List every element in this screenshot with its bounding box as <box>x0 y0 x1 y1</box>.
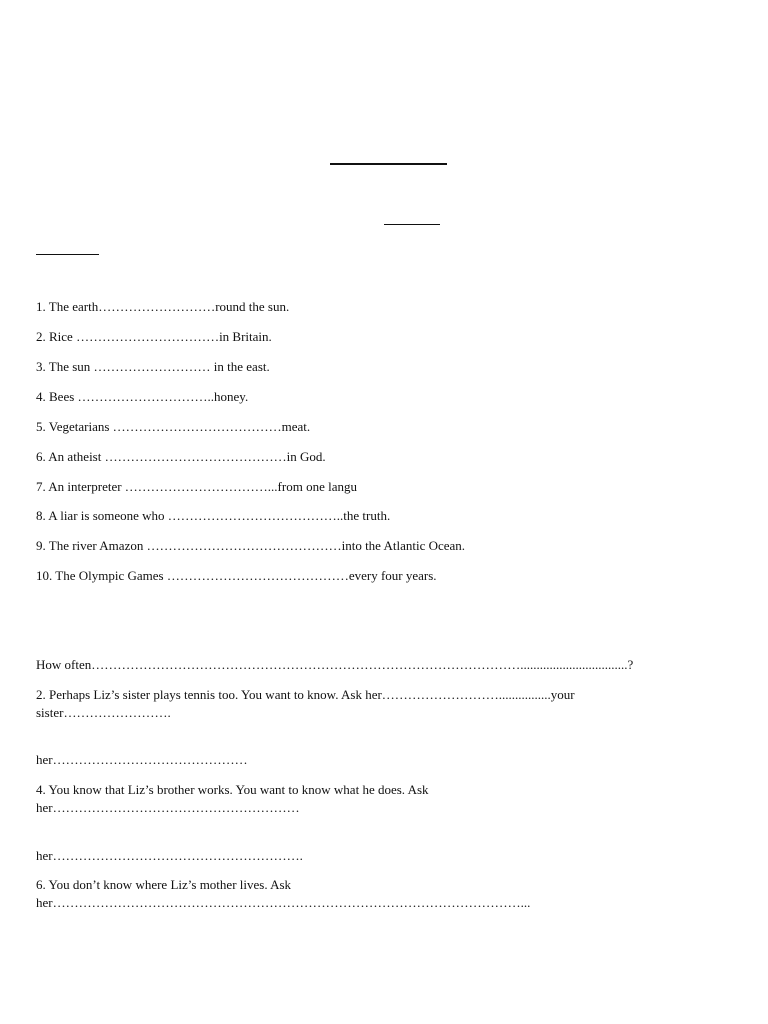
exercise-2-item-6-line-1: 6. You don’t know where Liz’s mother lives. Ask <box>36 877 292 892</box>
exercise-2-item-6-line-2: her………………………………………………………………………………………………... <box>36 895 531 910</box>
exercise-2-item-2-line-1: 2. Perhaps Liz’s sister plays tennis too. You want to know. Ask her………………………................your <box>36 687 575 702</box>
exercise-1-item-5: 5. Vegetarians …………………………………meat. <box>36 419 311 434</box>
exercise-1-item-7: 7. An interpreter ……………………………...from one langu <box>36 479 357 494</box>
exercise-1-item-6: 6. An atheist ……………………………………in God. <box>36 449 326 464</box>
exercise-2-item-1: How often……………………………………………………………………………………….................................? <box>36 657 634 672</box>
exercise-2-item-5: her…………………………………………………. <box>36 848 303 863</box>
exercise-1-item-3: 3. The sun ……………………… in the east. <box>36 359 270 374</box>
exercise-2-item-4-line-1: 4. You know that Liz’s brother works. You want to know what he does. Ask <box>36 782 429 797</box>
exercise-1-item-2: 2. Rice ……………………………in Britain. <box>36 329 272 344</box>
title-rule <box>330 163 447 165</box>
exercise-1-item-10: 10. The Olympic Games ……………………………………every four years. <box>36 568 437 583</box>
exercise-1-item-4: 4. Bees …………………………..honey. <box>36 389 249 404</box>
exercise-2-item-2-line-2: sister……………………. <box>36 705 171 720</box>
section-heading-rule <box>36 254 99 255</box>
exercise-2-item-3: her……………………………………… <box>36 752 248 767</box>
exercise-2-item-4-line-2: her………………………………………………… <box>36 800 300 815</box>
exercise-1-item-9: 9. The river Amazon ………………………………………into the Atlantic Ocean. <box>36 538 466 553</box>
exercise-1-item-1: 1. The earth………………………round the sun. <box>36 299 290 314</box>
subtitle-rule <box>384 224 440 225</box>
exercise-1-item-8: 8. A liar is someone who …………………………………..the truth. <box>36 508 391 523</box>
